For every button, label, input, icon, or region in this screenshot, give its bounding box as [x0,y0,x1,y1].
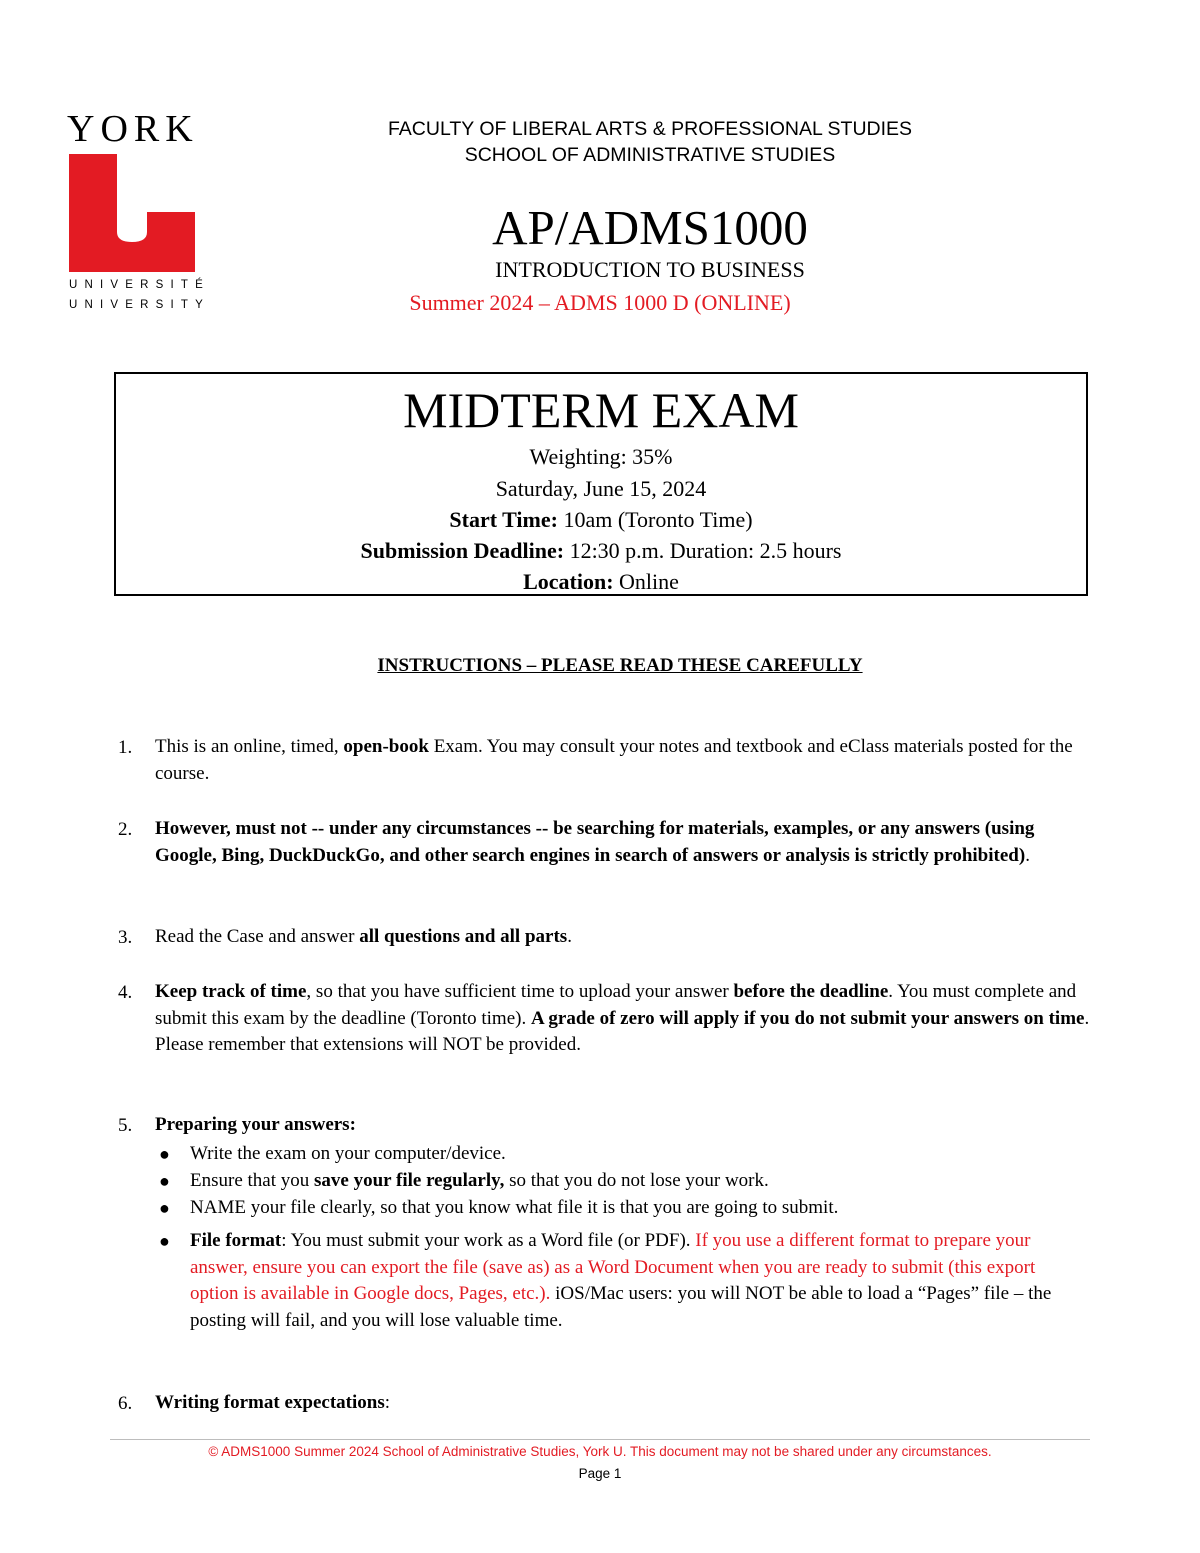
text-run-bold: A grade of zero will apply if you do not submit your answers on time [530,1007,1085,1029]
exam-title: MIDTERM EXAM [403,382,799,438]
copyright-notice: © ADMS1000 Summer 2024 School of Administrative Studies, York U. This document may not be shared under any circumstances. [208,1444,992,1459]
text-run-bold: However, must not -- under any circumstances -- be searching for materials, examples, or any answers (using Google, Bing, DuckDuckGo, and other search engines in search of answers or analysis is strictly prohibited) [155,818,1035,866]
text-run: : [384,1392,390,1413]
bullet-item: NAME your file clearly, so that you know what file it is that you are going to submit. [190,1197,839,1218]
bullet-item: Write the exam on your computer/device. [190,1143,506,1164]
text-run: . [1025,844,1030,866]
exam-info-box [114,372,1088,596]
text-run-red: If you use a different format to prepare your answer, ensure you can export the file (save as) as a Word Document when you are ready to submit (this export option is available in Google docs, Pages, etc.). [190,1230,1036,1304]
item-number: 3. [118,927,133,948]
bullet-icon: ● [159,1198,170,1218]
course-name: INTRODUCTION TO BUSINESS [495,257,805,282]
deadline-value: 12:30 p.m. Duration: 2.5 hours [564,538,842,563]
text-run-bold: Writing format expectations [155,1392,385,1413]
logo-universite: UNIVERSITÉ [69,279,211,291]
instruction-item-5-heading [155,1112,1085,1139]
location-label: Location: [523,569,614,594]
text-run: Read the Case and answer [155,926,360,947]
text-run-bold: before the deadline [733,981,889,1002]
york-university-logo [67,108,211,320]
instruction-item-6-heading [155,1390,1085,1417]
text-run-bold: open-book [343,736,429,757]
text-run: . Please remember that extensions will NOT be provided. [155,1007,1090,1055]
start-time-value: 10am (Toronto Time) [557,507,753,532]
exam-deadline [116,536,1086,566]
term-section: Summer 2024 – ADMS 1000 D (ONLINE) [409,290,791,315]
item-number: 1. [118,737,133,758]
exam-weighting: Weighting: 35% [529,444,673,469]
text-run: Ensure that you [190,1170,315,1191]
bullet-icon: ● [159,1171,170,1191]
footer-divider [110,1439,1090,1440]
start-time-label: Start Time: [449,507,558,532]
page-number: Page 1 [578,1466,622,1481]
instruction-item-1 [155,734,1075,787]
item-number: 2. [118,819,133,840]
text-run-bold: Preparing your answers: [155,1114,356,1135]
text-run: : You must submit your work as a Word file (or PDF). [281,1230,696,1251]
text-run: . You must complete and submit this exam by the deadline (Toronto time). [155,981,1077,1029]
deadline-label: Submission Deadline: [360,538,565,563]
text-run: . [567,926,572,947]
bullet-item [190,1228,1070,1334]
course-code: AP/ADMS1000 [492,200,808,255]
logo-wordmark: YORK [67,108,199,150]
text-run: This is an online, timed, [155,736,344,757]
item-number: 4. [118,982,133,1003]
york-u-logo-icon [67,154,197,272]
instruction-item-4 [155,979,1090,1059]
bullet-icon: ● [159,1144,170,1164]
text-run: so that you do not lose your work. [504,1170,769,1191]
exam-start-time [116,505,1086,535]
exam-location [116,567,1086,597]
logo-university: UNIVERSITY [69,299,211,311]
faculty-name: FACULTY OF LIBERAL ARTS & PROFESSIONAL STUDIES [387,118,913,140]
text-run-bold: all questions and all parts [359,926,568,947]
instruction-item-3 [155,924,1085,951]
text-run: , so that you have sufficient time to upload your answer [306,981,734,1002]
bullet-item [190,1168,1080,1195]
item-number: 5. [118,1115,133,1136]
bullet-icon: ● [159,1231,170,1251]
location-value: Online [613,569,679,594]
school-name: SCHOOL OF ADMINISTRATIVE STUDIES [464,144,836,166]
text-run-bold: Keep track of time [155,981,307,1002]
text-run-bold: save your file regularly, [314,1170,505,1191]
instructions-heading: INSTRUCTIONS – PLEASE READ THESE CAREFULLY [377,655,863,676]
item-number: 6. [118,1393,133,1414]
instruction-item-2 [155,816,1055,869]
text-run: Exam. You may consult your notes and textbook and eClass materials posted for the course. [155,736,1073,784]
text-run: iOS/Mac users: you will NOT be able to load a “Pages” file – the posting will fail, and you will lose valuable time. [190,1283,1052,1331]
text-run-bold: File format [190,1230,282,1251]
exam-date: Saturday, June 15, 2024 [495,476,707,501]
